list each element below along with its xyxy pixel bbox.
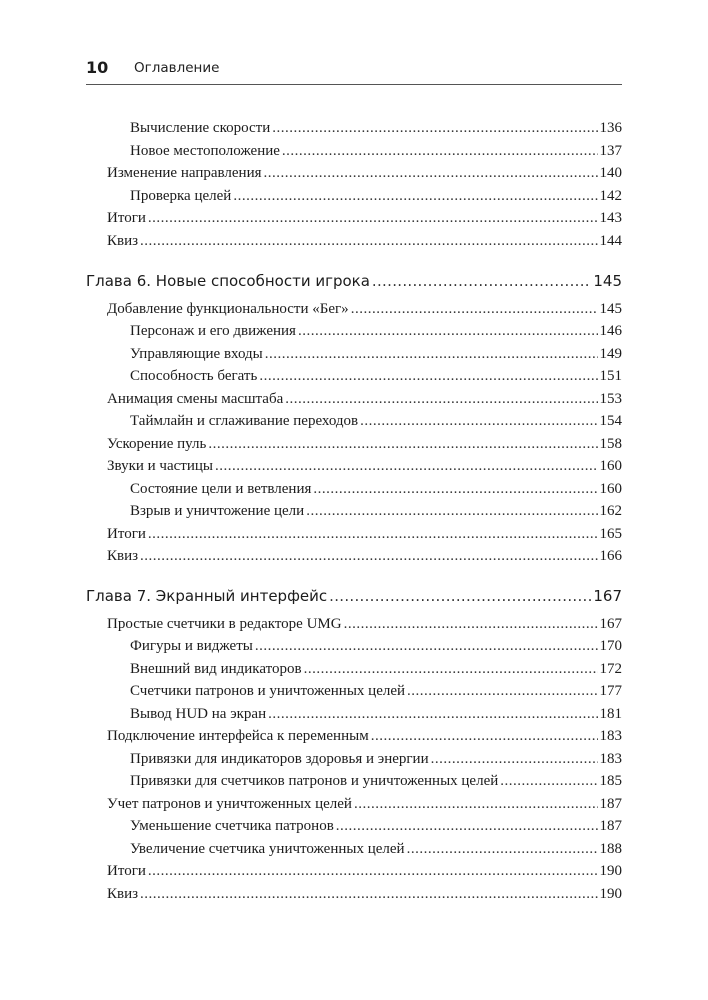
toc-entry-title: Состояние цели и ветвления <box>130 481 312 497</box>
dot-leader <box>268 704 597 724</box>
toc-entry-title: Управляющие входы <box>130 346 263 362</box>
toc-entry-page: 162 <box>599 503 622 519</box>
toc-entry-page: 187 <box>599 818 622 834</box>
toc-entry-title: Увеличение счетчика уничтоженных целей <box>130 841 405 857</box>
chapter-page: 167 <box>593 587 622 605</box>
running-head: Оглавление <box>134 60 220 76</box>
page-number: 10 <box>86 58 109 77</box>
toc-entry <box>130 659 622 679</box>
toc-entry-page: 160 <box>599 458 622 474</box>
toc-entry-page: 166 <box>599 548 622 564</box>
toc-entry <box>107 884 622 904</box>
dot-leader <box>140 231 597 251</box>
toc-entry-page: 153 <box>599 391 622 407</box>
toc-entry <box>130 839 622 859</box>
toc-entry <box>107 163 622 183</box>
toc-entry-title: Взрыв и уничтожение цели <box>130 503 305 519</box>
toc-entry-page: 190 <box>599 863 622 879</box>
toc-entry-title: Учет патронов и уничтоженных целей <box>107 796 352 812</box>
toc-entry-title: Квиз <box>107 886 139 902</box>
toc-entry <box>107 389 622 409</box>
toc-entry-title: Итоги <box>107 526 146 542</box>
chapter-title: Глава 6. Новые способности игрока <box>86 272 370 290</box>
toc-entry-title: Способность бегать <box>130 368 258 384</box>
dot-leader <box>431 749 598 769</box>
toc-entry-title: Квиз <box>107 233 139 249</box>
dot-leader <box>329 585 591 607</box>
toc-entry-page: 170 <box>599 638 622 654</box>
dot-leader <box>255 636 598 656</box>
dot-leader <box>208 434 597 454</box>
chapter-title: Глава 7. Экранный интерфейс <box>86 587 328 605</box>
toc-entry <box>130 501 622 521</box>
toc-entry <box>107 208 622 228</box>
toc-entry <box>107 614 622 634</box>
toc-entry-page: 172 <box>599 661 622 677</box>
dot-leader <box>407 839 598 859</box>
toc-entry-title: Проверка целей <box>130 188 232 204</box>
dot-leader <box>285 389 597 409</box>
toc-entry <box>130 118 622 138</box>
toc-entry-page: 165 <box>599 526 622 542</box>
toc-entry <box>130 366 622 386</box>
toc-entry-title: Привязки для индикаторов здоровья и энергии <box>130 751 429 767</box>
toc-entry <box>130 411 622 431</box>
dot-leader <box>354 794 598 814</box>
dot-leader <box>259 366 597 386</box>
toc-entry-title: Вывод HUD на экран <box>130 706 267 722</box>
toc-entry-title: Уменьшение счетчика патронов <box>130 818 334 834</box>
toc-entry-page: 181 <box>599 706 622 722</box>
dot-leader <box>148 208 598 228</box>
toc-entry <box>107 299 622 319</box>
toc-entry-title: Ускорение пуль <box>107 436 207 452</box>
toc-entry-title: Итоги <box>107 863 146 879</box>
toc-entry-title: Привязки для счетчиков патронов и уничтоженных целей <box>130 773 499 789</box>
toc-entry-title: Квиз <box>107 548 139 564</box>
toc-entry-page: 146 <box>599 323 622 339</box>
toc-entry-title: Анимация смены масштаба <box>107 391 284 407</box>
toc-entry <box>130 704 622 724</box>
toc-entry-page: 140 <box>599 165 622 181</box>
dot-leader <box>360 411 597 431</box>
dot-leader <box>233 186 597 206</box>
toc-entry <box>107 726 622 746</box>
toc-entry <box>107 456 622 476</box>
chapter-page: 145 <box>593 272 622 290</box>
toc-entry-page: 177 <box>599 683 622 699</box>
dot-leader <box>344 614 598 634</box>
toc-entry <box>107 524 622 544</box>
dot-leader <box>500 771 597 791</box>
toc-entry-page: 136 <box>599 120 622 136</box>
toc-entry <box>130 749 622 769</box>
dot-leader <box>148 861 598 881</box>
toc-entry <box>107 434 622 454</box>
dot-leader <box>272 118 597 138</box>
toc-entry <box>130 186 622 206</box>
toc-entry-title: Внешний вид индикаторов <box>130 661 302 677</box>
toc-entry <box>107 231 622 251</box>
dot-leader <box>215 456 598 476</box>
dot-leader <box>265 344 598 364</box>
toc-entry-page: 145 <box>599 301 622 317</box>
toc-entry-title: Подключение интерфейса к переменным <box>107 728 369 744</box>
dot-leader <box>282 141 598 161</box>
toc-entry-title: Счетчики патронов и уничтоженных целей <box>130 683 406 699</box>
toc-entry-page: 143 <box>599 210 622 226</box>
toc-entry-title: Таймлайн и сглаживание переходов <box>130 413 359 429</box>
toc-entry-title: Новое местоположение <box>130 143 280 159</box>
toc-entry-page: 154 <box>599 413 622 429</box>
toc-entry-title: Фигуры и виджеты <box>130 638 253 654</box>
dot-leader <box>264 163 598 183</box>
toc-entry-page: 187 <box>599 796 622 812</box>
toc-entry-page: 160 <box>599 481 622 497</box>
dot-leader <box>372 270 591 292</box>
dot-leader <box>304 659 598 679</box>
toc-entry-page: 183 <box>599 751 622 767</box>
toc-entry <box>130 479 622 499</box>
toc-entry <box>130 344 622 364</box>
toc-entry-page: 185 <box>599 773 622 789</box>
chapter-heading <box>86 585 622 607</box>
dot-leader <box>351 299 598 319</box>
dot-leader <box>313 479 597 499</box>
toc-entry-page: 151 <box>599 368 622 384</box>
toc-entry <box>107 861 622 881</box>
toc-entry <box>107 546 622 566</box>
toc-entry-page: 190 <box>599 886 622 902</box>
toc-entry-page: 158 <box>599 436 622 452</box>
toc-entry <box>130 816 622 836</box>
toc-entry-page: 149 <box>599 346 622 362</box>
dot-leader <box>306 501 597 521</box>
dot-leader <box>336 816 598 836</box>
toc-entry <box>130 681 622 701</box>
toc-entry-title: Звуки и частицы <box>107 458 213 474</box>
dot-leader <box>140 546 597 566</box>
toc-entry-page: 137 <box>599 143 622 159</box>
toc-entry-page: 188 <box>599 841 622 857</box>
toc-entry-title: Изменение направления <box>107 165 262 181</box>
toc-entry-title: Простые счетчики в редакторе UMG <box>107 616 342 632</box>
toc-entry <box>130 771 622 791</box>
toc-entry <box>130 636 622 656</box>
toc-entry <box>107 794 622 814</box>
dot-leader <box>371 726 598 746</box>
toc-entry-page: 142 <box>599 188 622 204</box>
toc-entry <box>130 141 622 161</box>
toc-entry-page: 183 <box>599 728 622 744</box>
toc-entry <box>130 321 622 341</box>
dot-leader <box>407 681 597 701</box>
toc-entry-title: Персонаж и его движения <box>130 323 296 339</box>
dot-leader <box>140 884 597 904</box>
dot-leader <box>298 321 598 341</box>
toc-entry-title: Вычисление скорости <box>130 120 271 136</box>
toc-entry-page: 167 <box>599 616 622 632</box>
page-header <box>86 58 622 85</box>
toc-entry-title: Добавление функциональности «Бег» <box>107 301 349 317</box>
dot-leader <box>148 524 598 544</box>
toc-entry-title: Итоги <box>107 210 146 226</box>
toc-entry-page: 144 <box>599 233 622 249</box>
chapter-heading <box>86 270 622 292</box>
